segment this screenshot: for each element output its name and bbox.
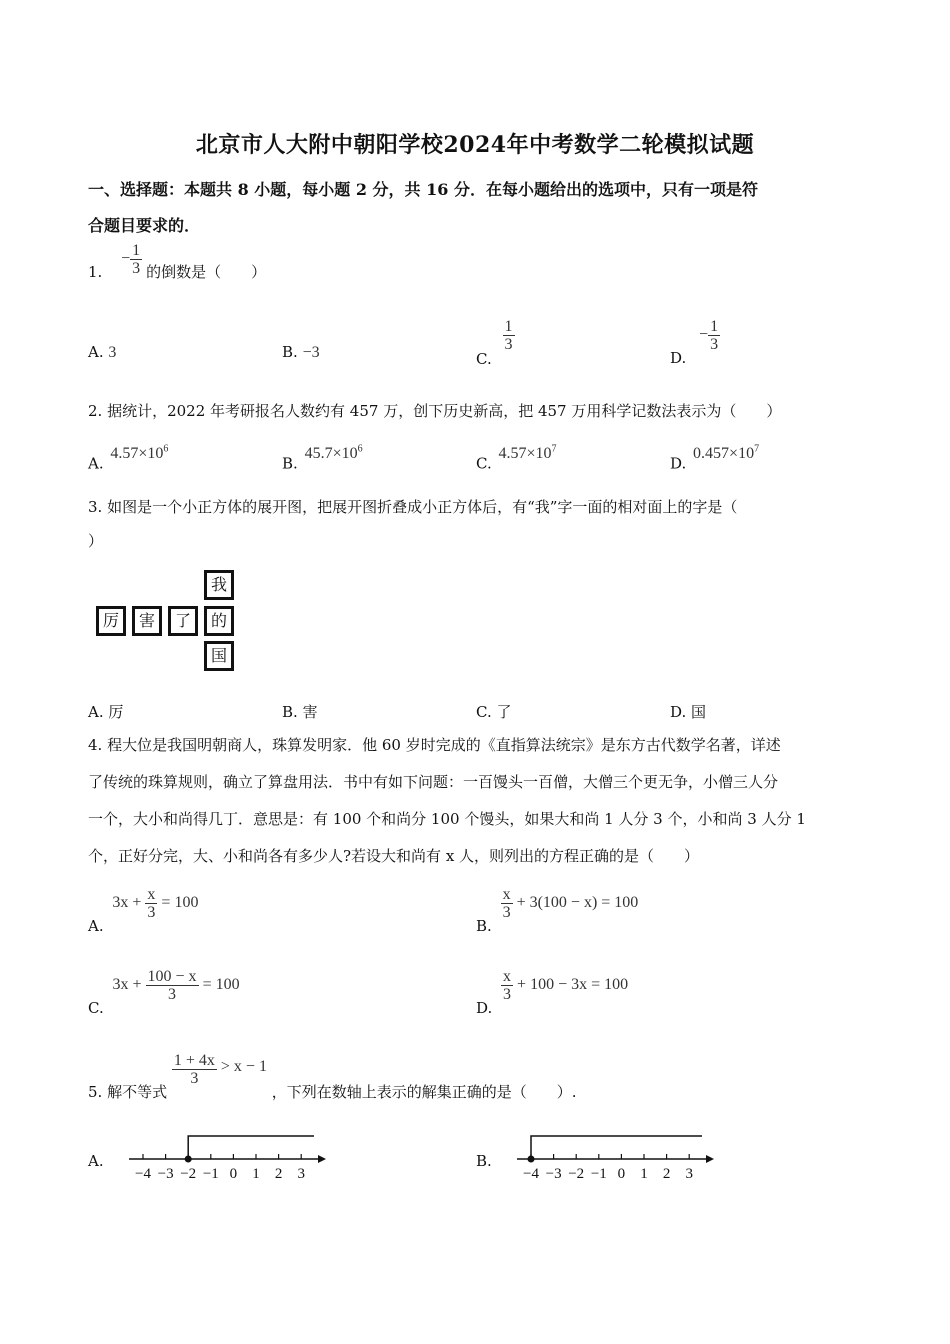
- fraction: $\frac{x}{3}$: [503, 968, 512, 1003]
- fraction: $\frac{100 - x}{3}$: [147, 968, 197, 1003]
- option-d[interactable]: D. 国: [670, 703, 707, 721]
- tick-label: −4: [135, 1166, 151, 1182]
- option-c[interactable]: C. 3x + $\frac{100 - x}{3}$ = 100: [88, 968, 240, 1018]
- option-a[interactable]: A. 3: [88, 343, 117, 361]
- question-1: [88, 242, 267, 291]
- question-5: 5. 解不等式 $\frac{1 + 4x}{3}$ > x − 1 ，下列在数轴上表示的解集正确的是（ ）.: [88, 1052, 577, 1102]
- axis-arrow: [318, 1155, 326, 1163]
- cube-face-wo: 我: [204, 570, 234, 600]
- option-b[interactable]: B. $45.7\times 10^6$: [282, 444, 363, 473]
- question-3: 3. 如图是一个小正方体的展开图，把展开图折叠成小正方体后，有“我”字一面的相对面上的字是（ ）: [88, 498, 738, 550]
- tick-label: −2: [180, 1166, 197, 1182]
- tick-group: [523, 1154, 693, 1182]
- section-header-line1: 一、选择题：本题共 8 小题，每小题 2 分，共 16 分．在每小题给出的选项中，只有一项是符: [88, 180, 758, 199]
- option-c[interactable]: C. 了: [476, 703, 512, 721]
- cube-net: [95, 570, 240, 672]
- cube-face-le: 了: [168, 606, 198, 636]
- tick-label: −1: [202, 1166, 219, 1182]
- option-b[interactable]: B. $\frac{x}{3}$ + 3(100 − x) = 100: [476, 886, 639, 936]
- tick-label: 1: [252, 1166, 260, 1182]
- fraction: $\frac{1}{3}$: [710, 318, 719, 353]
- page-title: 北京市人大附中朝阳学校2024年中考数学二轮模拟试题: [195, 132, 755, 158]
- number-line-b: [514, 1128, 724, 1184]
- tick-label: 3: [685, 1166, 693, 1182]
- option-c[interactable]: C. $4.57\times 10^7$: [476, 444, 557, 473]
- tick-group: [135, 1154, 305, 1182]
- fraction: $\frac{1}{3}$: [504, 318, 513, 353]
- question-2: 2. 据统计，2022 年考研报名人数约有 457 万，创下历史新高，把 457 万用科学记数法表示为（ ）: [88, 402, 782, 420]
- tick-label: 0: [617, 1166, 626, 1182]
- option-b[interactable]: B. 害: [282, 703, 318, 721]
- option-d[interactable]: D. − $\frac{1}{3}$: [670, 318, 719, 368]
- axis-arrow: [706, 1155, 714, 1163]
- minus-sign: −: [121, 250, 131, 268]
- tick-label: −3: [545, 1166, 562, 1182]
- tick-label: 0: [229, 1166, 238, 1182]
- solution-ray: [188, 1136, 314, 1159]
- solid-point: [528, 1156, 535, 1163]
- tick-label: −3: [157, 1166, 174, 1182]
- tick-label: −2: [568, 1166, 585, 1182]
- option-a[interactable]: A.: [88, 1152, 104, 1170]
- fraction: $\frac{x}{3}$: [502, 886, 511, 921]
- tick-label: 2: [274, 1166, 283, 1182]
- cube-face-li: 厉: [96, 606, 126, 636]
- tick-label: 3: [297, 1166, 305, 1182]
- option-a[interactable]: A. $4.57\times 10^6$: [88, 444, 169, 473]
- section-header-line2: 合题目要求的．: [88, 216, 201, 235]
- option-c[interactable]: C. $\frac{1}{3}$: [476, 318, 513, 368]
- fraction: $\frac{1}{3}$: [132, 242, 141, 277]
- question-number: 1.: [88, 263, 103, 282]
- option-a[interactable]: A. 厉: [88, 703, 124, 721]
- solution-ray: [531, 1136, 702, 1159]
- fraction: $\frac{x}{3}$: [147, 886, 156, 921]
- cube-face-de: 的: [204, 606, 234, 636]
- option-b[interactable]: B. −3: [282, 343, 320, 361]
- question-4: 4. 程大位是我国明朝商人，珠算发明家．他 60 岁时完成的《直指算法统宗》是东方古代数学名著，详述 了传统的珠算规则，确立了算盘用法．书中有如下问题：一百馒头一百僧，大僧三个更无争，小僧三人分 一个，大小和尚得几丁．意思是：有 100 个和尚分 100 个馒头，如果大和尚 1 人分 3 个，小和尚 3 人分 1 个，正好分完，大、小和尚各有多少人?若设大和尚有 x 人，则列出的方程正确的是（ ）: [88, 736, 806, 865]
- option-d[interactable]: D. $\frac{x}{3}$ + 100 − 3x = 100: [476, 968, 629, 1018]
- option-b[interactable]: B.: [476, 1152, 492, 1170]
- section-header: [88, 172, 868, 244]
- number-line-a: [126, 1128, 336, 1184]
- question-text: 的倒数是（ ）: [146, 263, 267, 282]
- tick-label: 1: [640, 1166, 648, 1182]
- cube-face-guo: 国: [204, 641, 234, 671]
- tick-label: −4: [523, 1166, 539, 1182]
- option-a[interactable]: A. 3x + $\frac{x}{3}$ = 100: [88, 886, 199, 936]
- fraction: $\frac{1 + 4x}{3}$: [173, 1052, 215, 1087]
- tick-label: 2: [662, 1166, 671, 1182]
- cube-face-hai: 害: [132, 606, 162, 636]
- tick-label: −1: [590, 1166, 607, 1182]
- option-d[interactable]: D. $0.457\times 10^7$: [670, 444, 760, 473]
- solid-point: [185, 1156, 192, 1163]
